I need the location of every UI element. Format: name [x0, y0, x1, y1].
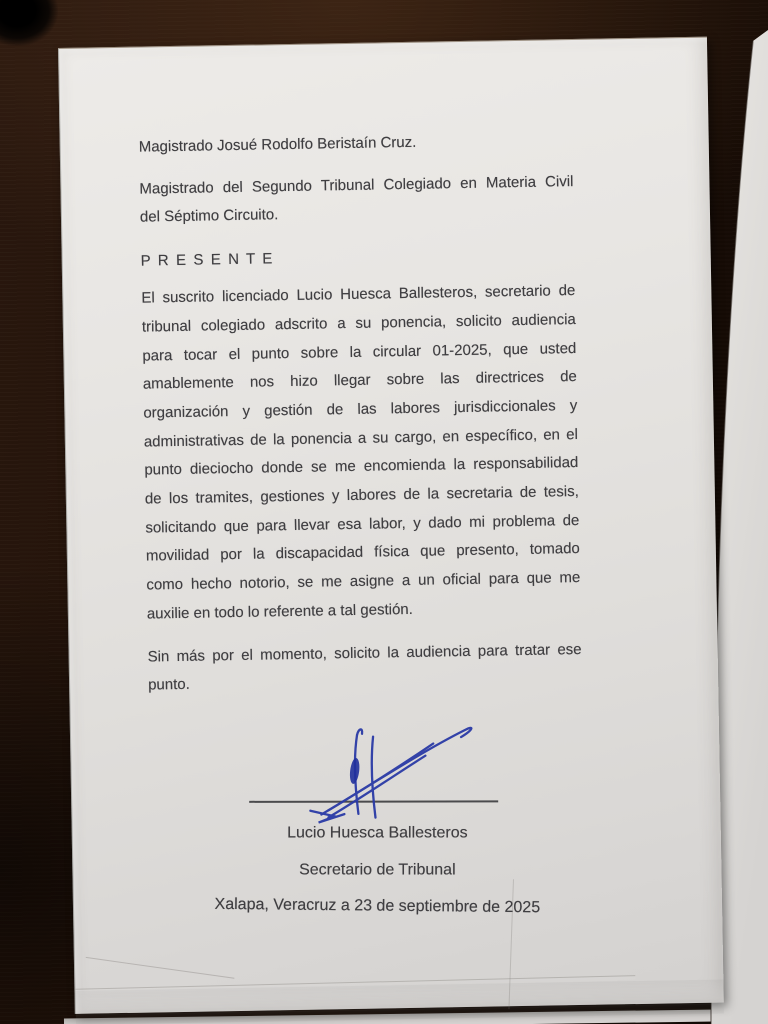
- body-text-line: movilidad por la discapacidad física que presento, tomado: [145, 540, 580, 565]
- salutation: P R E S E N T E: [140, 250, 275, 270]
- place-date-line: Xalapa, Veracruz a 23 de septiembre de 2025: [214, 895, 541, 917]
- ink-blob: [349, 757, 361, 784]
- body-paragraph-1: [141, 277, 581, 629]
- paper-crease: [86, 957, 235, 979]
- body-text-line: para tocar el punto sobre la circular 01-2025, que usted: [142, 339, 577, 365]
- body-text-line: como hecho notorio, se me asigne a un oficial para que me: [146, 569, 581, 594]
- paper-crease: [75, 975, 635, 990]
- addressee-court-block: [139, 168, 574, 233]
- letter-text-block: [139, 126, 583, 700]
- body-text-line: amablemente nos hizo llegar sobre las directrices de: [142, 368, 577, 393]
- body-text-line: auxilie en todo lo referente a tal gestión.: [146, 600, 414, 623]
- body-text-line: de los tramites, gestiones y labores de la secretaria de tesis,: [144, 483, 579, 508]
- body-text-line: punto.: [147, 676, 190, 694]
- body-text-line: El suscrito licenciado Lucio Huesca Ballesteros, secretario de: [141, 282, 576, 307]
- addressee-line: Magistrado del Segundo Tribunal Colegiado en Materia Civil: [139, 172, 574, 198]
- body-text-line: Sin más por el momento, solicito la audiencia para tratar ese: [147, 640, 582, 666]
- body-text-line: administrativas de la ponencia a su cargo, en específico, en el: [143, 425, 578, 451]
- addressee-line: del Séptimo Circuito.: [139, 206, 279, 227]
- signatory-name: Lucio Huesca Ballesteros: [287, 824, 468, 842]
- signatory-title: Secretario de Tribunal: [299, 861, 456, 879]
- body-text-line: solicitando que para llevar esa labor, y dado mi problema de: [145, 511, 580, 537]
- addressee-block: [139, 126, 573, 162]
- body-text-line: tribunal colegiado adscrito a su ponencia, solicito audiencia: [141, 310, 576, 336]
- addressee-line: Magistrado Josué Rodolfo Beristaín Cruz.: [138, 133, 417, 156]
- corner-shadow-object: [0, 0, 58, 46]
- body-text-line: punto dieciocho donde se me encomienda la responsabilidad: [144, 454, 579, 479]
- body-text-line: organización y gestión de las labores jurisdiccionales y: [143, 396, 578, 422]
- signature-block: [159, 814, 595, 924]
- body-paragraph-2: [147, 636, 582, 701]
- letter-page: [58, 37, 724, 1014]
